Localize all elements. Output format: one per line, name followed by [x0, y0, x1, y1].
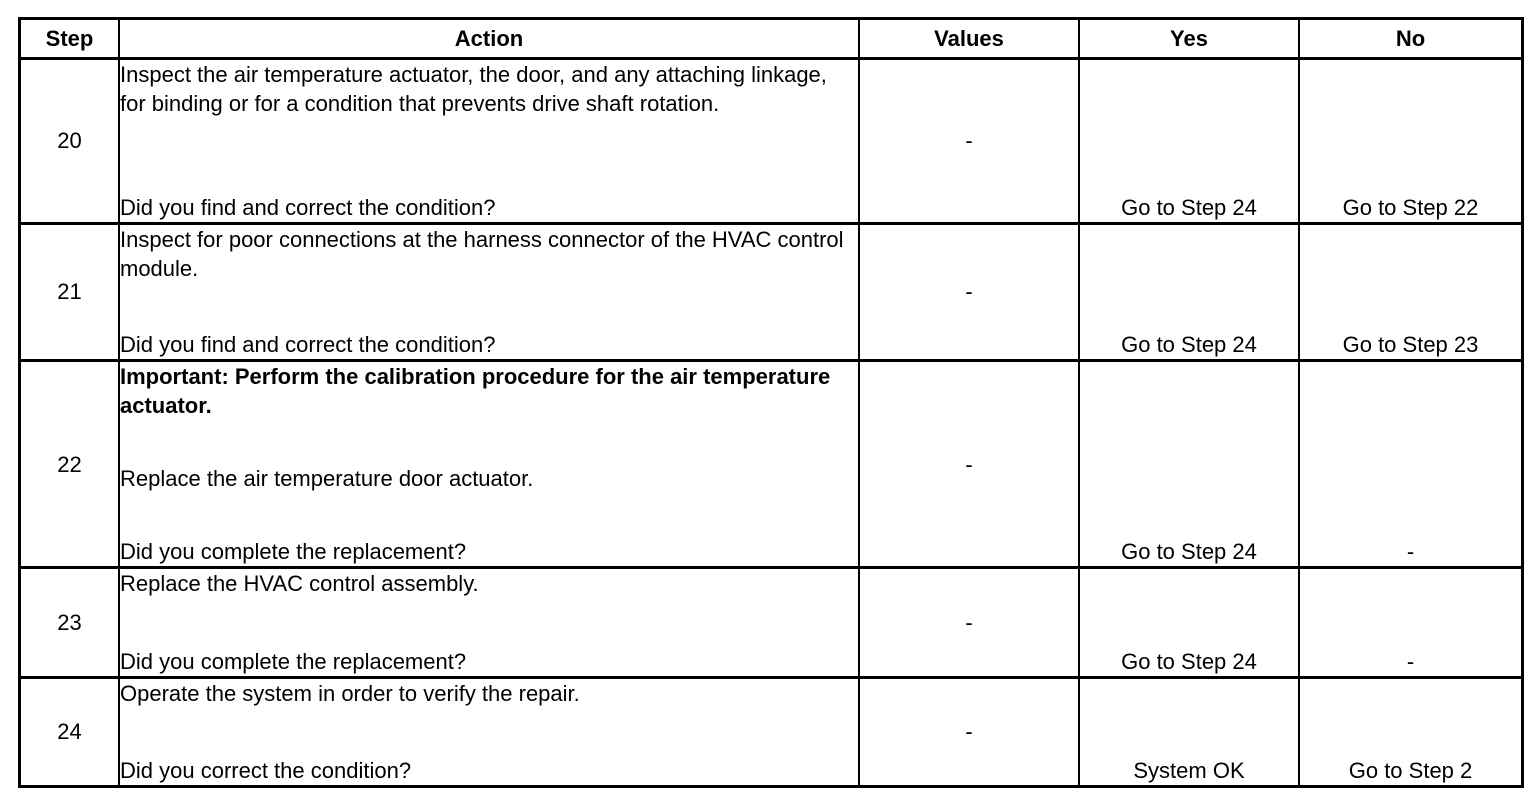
step-number: 24 [21, 679, 120, 785]
step-number: 22 [21, 362, 120, 569]
action-text: Inspect the air temperature actuator, the door, and any attaching linkage, for binding or for a condition that prevents drive shaft rotation. [120, 62, 827, 116]
table-row [21, 60, 1521, 225]
values-cell: - [860, 679, 1080, 785]
values-cell: - [860, 569, 1080, 678]
header-row [21, 20, 1521, 60]
action-question: Did you complete the replacement? [120, 539, 467, 565]
action-question: Did you find and correct the condition? [120, 194, 496, 220]
action-question: Did you complete the replacement? [120, 648, 467, 674]
yes-cell: Go to Step 24 [1080, 362, 1300, 569]
yes-cell: Go to Step 24 [1080, 225, 1300, 363]
header-action: Action [120, 20, 860, 60]
action-cell [120, 60, 860, 225]
header-no: No [1300, 20, 1521, 60]
no-cell: - [1300, 362, 1521, 569]
action-cell [120, 225, 860, 363]
table-row [21, 225, 1521, 363]
values-cell: - [860, 225, 1080, 363]
important-note: Important: Perform the calibration procedure for the air temperature actuator. [120, 364, 831, 419]
yes-cell: Go to Step 24 [1080, 60, 1300, 225]
diagnostic-table [18, 17, 1524, 788]
action-cell [120, 569, 860, 678]
step-number: 21 [21, 225, 120, 363]
yes-cell: System OK [1080, 679, 1300, 785]
table-row [21, 679, 1521, 785]
action-cell [120, 362, 860, 569]
action-text: Replace the HVAC control assembly. [120, 571, 479, 597]
table-row [21, 569, 1521, 678]
action-question: Did you correct the condition? [120, 758, 412, 783]
values-cell: - [860, 362, 1080, 569]
header-values: Values [860, 20, 1080, 60]
no-cell: - [1300, 569, 1521, 678]
action-question: Did you find and correct the condition? [120, 332, 496, 358]
no-cell: Go to Step 22 [1300, 60, 1521, 225]
values-cell: - [860, 60, 1080, 225]
table-row [21, 362, 1521, 569]
action-text: Operate the system in order to verify the repair. [120, 680, 580, 706]
action-text: Replace the air temperature door actuator. [120, 466, 534, 492]
yes-cell: Go to Step 24 [1080, 569, 1300, 678]
step-number: 20 [21, 60, 120, 225]
action-text: Inspect for poor connections at the harness connector of the HVAC control module. [120, 226, 844, 281]
no-cell: Go to Step 23 [1300, 225, 1521, 363]
no-cell: Go to Step 2 [1348, 758, 1473, 783]
step-number: 23 [21, 569, 120, 678]
header-step: Step [21, 20, 120, 60]
action-cell [120, 679, 860, 785]
header-yes: Yes [1080, 20, 1300, 60]
